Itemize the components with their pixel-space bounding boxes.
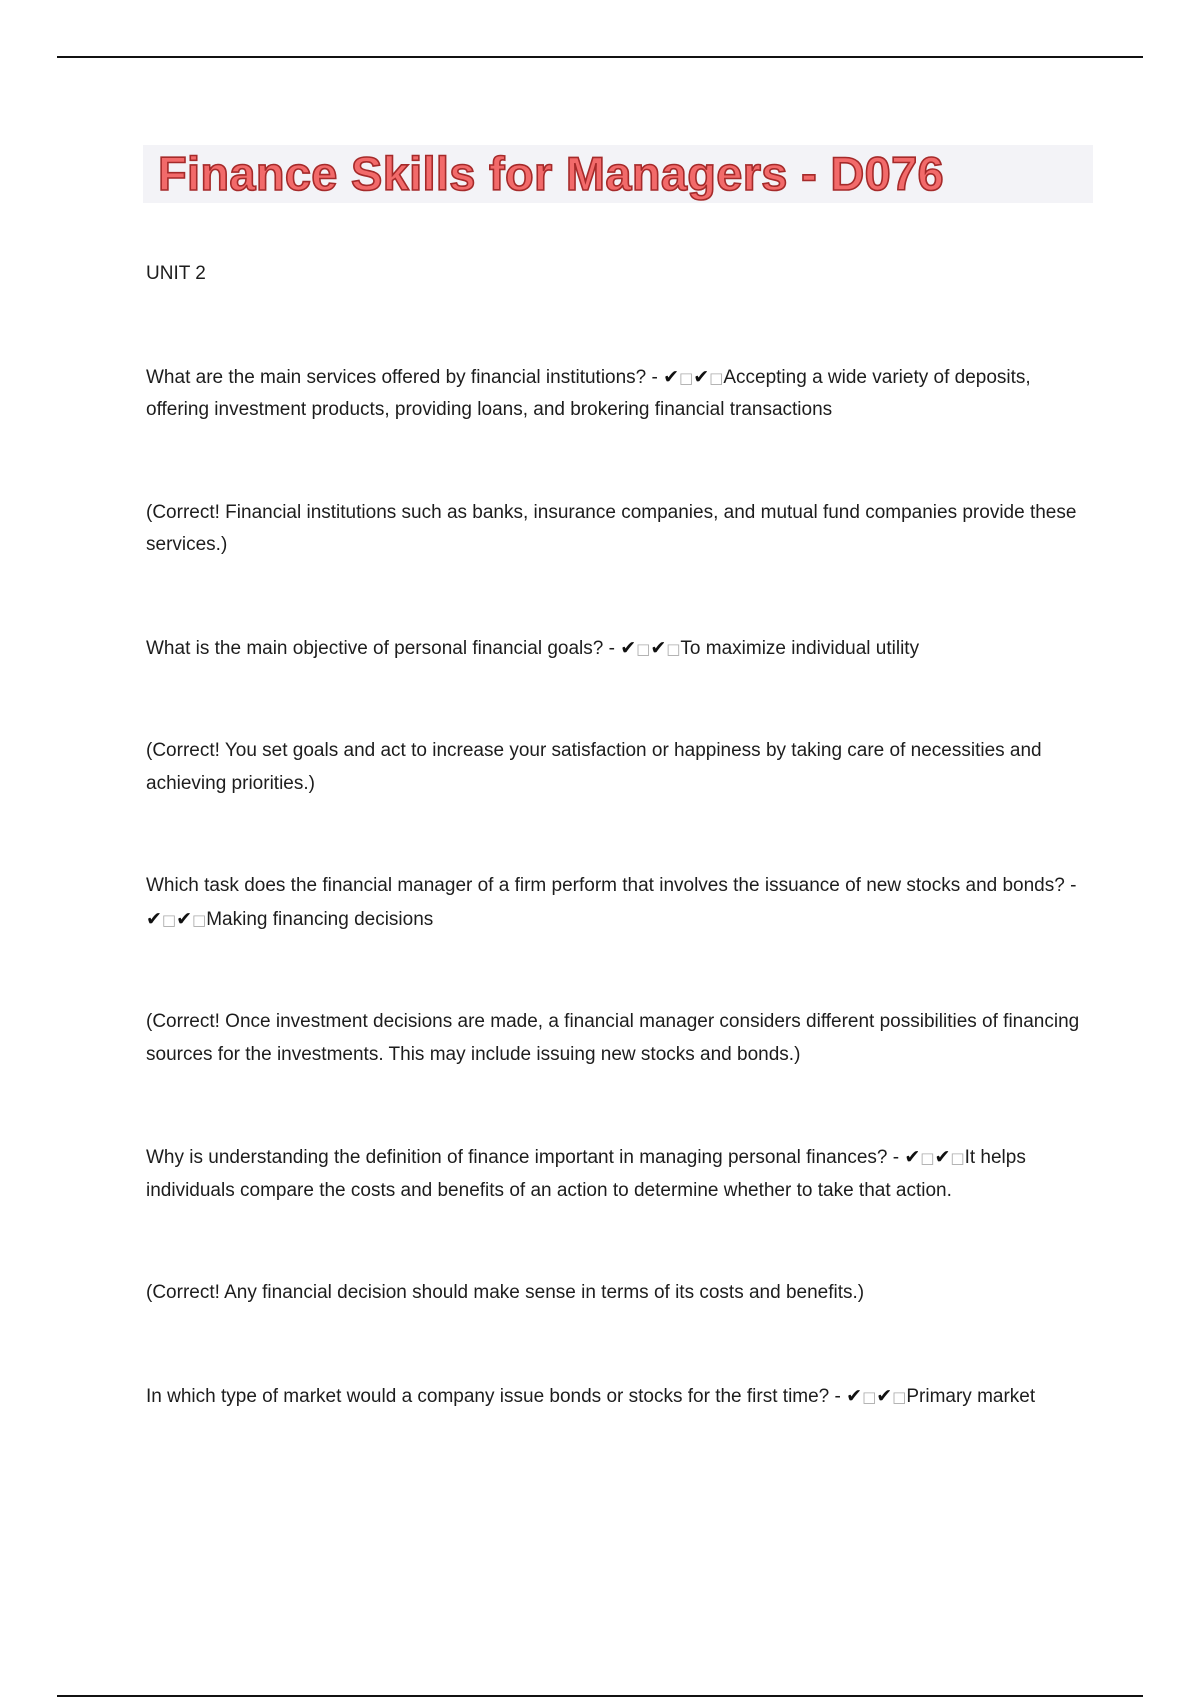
check-mark-icon: ✔ xyxy=(846,1384,863,1407)
check-mark-icon: ✔ xyxy=(934,1146,951,1168)
question-text: In which type of market would a company issue bonds or stocks for the first time? - xyxy=(146,1385,847,1407)
question-text: What are the main services offered by financial institutions? - xyxy=(146,366,664,388)
box-icon: □ xyxy=(920,1149,935,1167)
question-text: Which task does the financial manager of a firm perform that involves the issuance of new stocks and bonds? - xyxy=(146,875,1077,896)
question-4 xyxy=(146,1141,1086,1207)
explanation-1: (Correct! Financial institutions such as banks, insurance companies, and mutual fund companies provide these services.) xyxy=(146,501,1077,555)
answer-text: Making financing decisions xyxy=(206,908,434,930)
answer-text: Accepting a wide variety of deposits, offering investment products, providing loans, and brokering financial transactions xyxy=(146,366,1031,420)
question-text: What is the main objective of personal financial goals? - xyxy=(146,637,621,659)
answer-text: It helps individuals compare the costs and benefits of an action to determine whether to take that action. xyxy=(146,1147,1026,1201)
bottom-rule xyxy=(57,1695,1143,1697)
check-mark-icon: ✔ xyxy=(650,636,667,659)
box-icon: □ xyxy=(636,639,651,658)
document-body xyxy=(146,258,1086,1483)
box-icon: □ xyxy=(709,368,724,387)
question-1 xyxy=(146,361,1086,427)
check-mark-icon: ✔ xyxy=(693,365,710,388)
answer-text: Primary market xyxy=(906,1385,1036,1407)
box-icon: □ xyxy=(666,639,681,658)
box-icon: □ xyxy=(679,368,694,387)
box-icon: □ xyxy=(862,1387,877,1406)
box-icon: □ xyxy=(892,1387,907,1406)
check-mark-icon: ✔ xyxy=(876,1384,893,1407)
question-2 xyxy=(146,632,1086,666)
check-mark-icon: ✔ xyxy=(663,365,680,388)
question-text: Why is understanding the definition of finance important in managing personal finances? - xyxy=(146,1147,905,1168)
box-icon: □ xyxy=(950,1149,965,1167)
top-rule xyxy=(57,56,1143,58)
explanation-3: (Correct! Once investment decisions are made, a financial manager considers different possibilities of financing sources for the investments. This may include issuing new stocks and bonds.) xyxy=(146,1011,1080,1065)
check-mark-icon: ✔ xyxy=(176,907,193,930)
box-icon: □ xyxy=(161,910,177,929)
explanation-4: (Correct! Any financial decision should make sense in terms of its costs and benefits.) xyxy=(146,1282,865,1303)
box-icon: □ xyxy=(192,910,207,929)
unit-heading: UNIT 2 xyxy=(146,263,206,284)
question-3 xyxy=(146,870,1086,936)
check-mark-icon: ✔ xyxy=(620,636,637,659)
question-5 xyxy=(146,1380,1086,1414)
answer-text: To maximize individual utility xyxy=(680,637,920,659)
check-mark-icon: ✔ xyxy=(146,907,162,930)
check-mark-icon: ✔ xyxy=(904,1146,921,1168)
document-title: Finance Skills for Managers - D076 xyxy=(158,147,944,200)
explanation-2: (Correct! You set goals and act to increase your satisfaction or happiness by taking care of necessities and achieving priorities.) xyxy=(146,740,1042,794)
